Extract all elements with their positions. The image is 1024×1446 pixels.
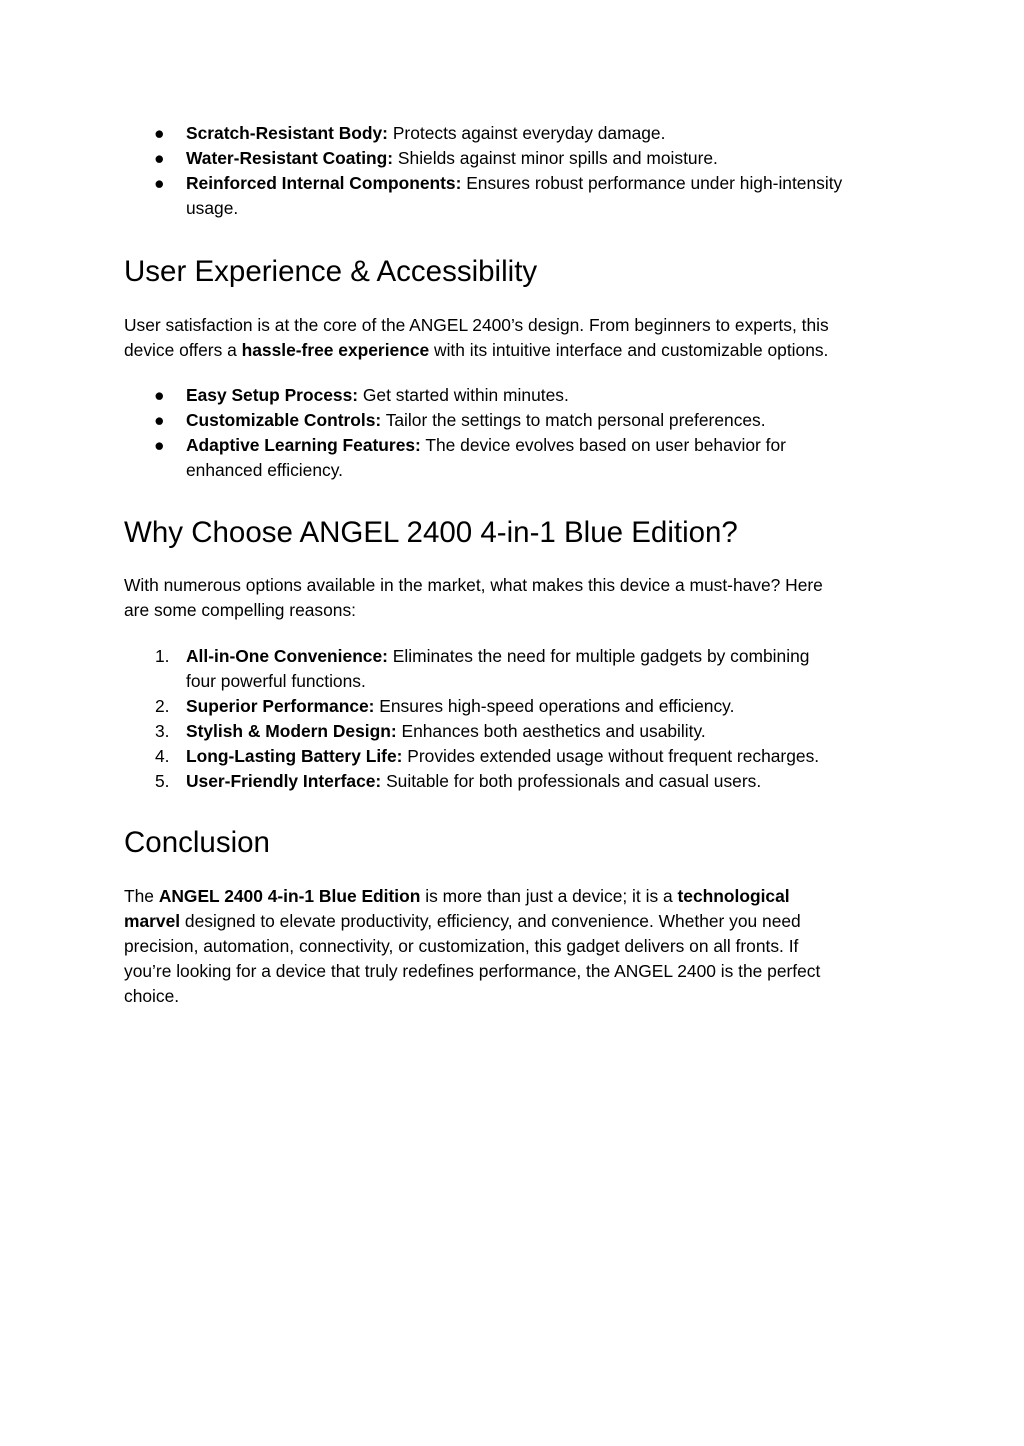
- conclusion-paragraph: [124, 884, 914, 1009]
- list-number: 5.: [155, 771, 170, 791]
- item-title: Customizable Controls:: [186, 410, 382, 430]
- item-title: Easy Setup Process:: [186, 385, 359, 405]
- why-intro-paragraph: [124, 573, 914, 623]
- item-text: Enhances both aesthetics and usability.: [396, 721, 706, 741]
- paragraph-line: are some compelling reasons:: [124, 600, 356, 620]
- item-title: Reinforced Internal Components:: [186, 173, 462, 193]
- bullet-marker: ●: [154, 148, 165, 168]
- item-text: Get started within minutes.: [358, 385, 569, 405]
- item-title: Long-Lasting Battery Life:: [186, 746, 403, 766]
- ux-feature-list: [124, 383, 914, 483]
- paragraph-line: you’re looking for a device that truly redefines performance, the ANGEL 2400 is the perfect: [124, 961, 821, 981]
- list-item: [124, 383, 914, 408]
- text-run: designed to elevate productivity, efficiency, and convenience. Whether you need: [180, 911, 801, 931]
- paragraph-line: With numerous options available in the market, what makes this device a must-have? Here: [124, 575, 823, 595]
- bullet-marker: ●: [154, 435, 165, 455]
- item-text: Suitable for both professionals and casual users.: [381, 771, 762, 791]
- item-text: Tailor the settings to match personal preferences.: [381, 410, 766, 430]
- paragraph-line: [124, 338, 914, 363]
- item-text: Protects against everyday damage.: [387, 123, 666, 143]
- list-item: [124, 408, 914, 433]
- list-item: [124, 744, 914, 769]
- bullet-marker: ●: [154, 173, 165, 193]
- text-run: device offers a: [124, 340, 242, 360]
- list-item: [124, 769, 914, 794]
- reasons-numbered-list: [124, 644, 914, 794]
- section-heading-conclusion: Conclusion: [124, 826, 270, 859]
- item-title: All-in-One Convenience:: [186, 646, 388, 666]
- paragraph-line: User satisfaction is at the core of the ANGEL 2400’s design. From beginners to experts, this: [124, 315, 829, 335]
- list-number: 3.: [155, 721, 170, 741]
- text-run: with its intuitive interface and customizable options.: [429, 340, 829, 360]
- list-item: [124, 171, 914, 221]
- emphasis-text: hassle-free experience: [241, 340, 430, 360]
- emphasis-text: marvel: [124, 911, 181, 931]
- item-title: Adaptive Learning Features:: [186, 435, 421, 455]
- list-item: [124, 433, 914, 483]
- section-heading-user-experience: User Experience & Accessibility: [124, 255, 538, 288]
- paragraph-line: choice.: [124, 986, 180, 1006]
- paragraph-line: [124, 884, 914, 909]
- item-text: Ensures robust performance under high-intensity: [461, 173, 843, 193]
- item-text-continued: enhanced efficiency.: [186, 460, 343, 480]
- list-item: [124, 719, 914, 744]
- item-text: Shields against minor spills and moisture.: [393, 148, 718, 168]
- item-title: Water-Resistant Coating:: [186, 148, 394, 168]
- text-run: is more than just a device; it is a: [420, 886, 678, 906]
- list-number: 4.: [155, 746, 170, 766]
- list-item: [124, 644, 914, 694]
- bullet-marker: ●: [154, 410, 165, 430]
- bullet-marker: ●: [154, 123, 165, 143]
- durability-feature-list: [124, 121, 914, 221]
- item-text: Eliminates the need for multiple gadgets by combining: [387, 646, 810, 666]
- item-title: Stylish & Modern Design:: [186, 721, 397, 741]
- item-title: Scratch-Resistant Body:: [186, 123, 388, 143]
- item-text: The device evolves based on user behavior for: [420, 435, 786, 455]
- bullet-marker: ●: [154, 385, 165, 405]
- section-heading-why-choose: Why Choose ANGEL 2400 4-in-1 Blue Edition?: [124, 516, 738, 549]
- list-item: [124, 121, 914, 146]
- ux-intro-paragraph: [124, 313, 914, 363]
- text-run: The: [124, 886, 159, 906]
- list-number: 1.: [155, 646, 170, 666]
- item-title: Superior Performance:: [186, 696, 375, 716]
- list-number: 2.: [155, 696, 170, 716]
- item-text: Provides extended usage without frequent recharges.: [402, 746, 820, 766]
- list-item: [124, 694, 914, 719]
- emphasis-text: ANGEL 2400 4-in-1 Blue Edition: [158, 886, 421, 906]
- item-text-continued: usage.: [186, 198, 239, 218]
- item-title: User-Friendly Interface:: [186, 771, 382, 791]
- paragraph-line: precision, automation, connectivity, or customization, this gadget delivers on all fronts. If: [124, 936, 799, 956]
- paragraph-line: [124, 909, 914, 934]
- list-item: [124, 146, 914, 171]
- item-text-continued: four powerful functions.: [186, 671, 366, 691]
- emphasis-text: technological: [677, 886, 790, 906]
- item-text: Ensures high-speed operations and efficiency.: [374, 696, 735, 716]
